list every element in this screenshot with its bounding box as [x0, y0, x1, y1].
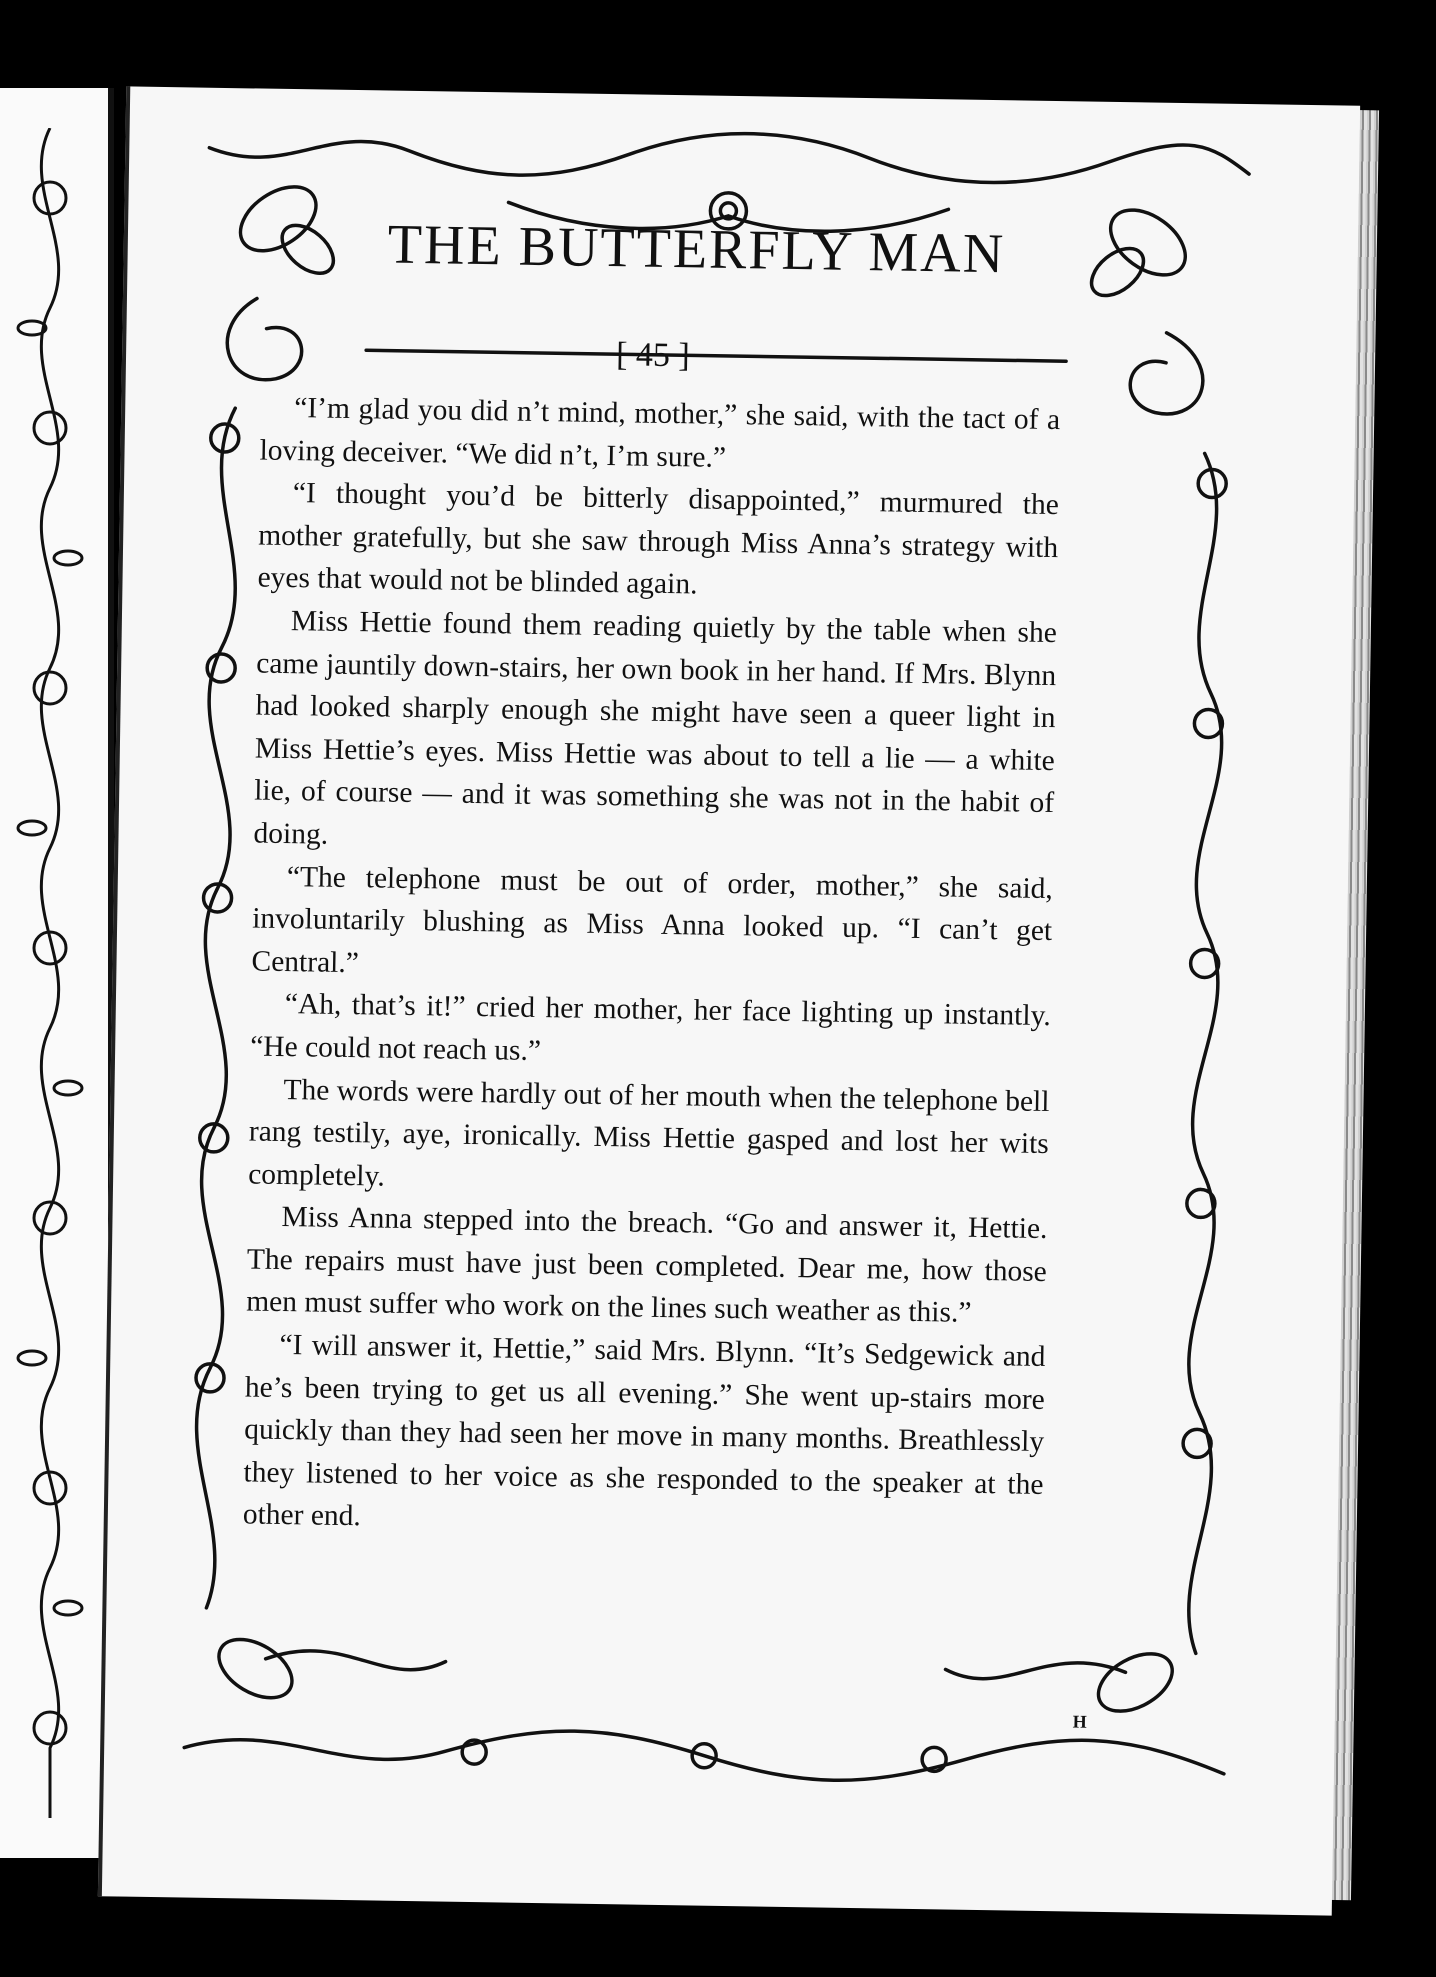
- running-head: THE BUTTERFLY MAN: [387, 213, 1006, 286]
- facing-page: [0, 88, 114, 1858]
- page-number: [ 45 ]: [615, 336, 691, 375]
- paragraph: “I thought you’d be bitterly disappointed,” murmured the mother gratefully, but she saw through Miss Anna’s strategy with eyes that would not be blinded again.: [257, 477, 1060, 601]
- paragraph: “I’m glad you did n’t mind, mother,” she said, with the tact of a loving deceiver. “We did n’t, I’m sure.”: [259, 392, 1061, 474]
- paragraph: “The telephone must be out of order, mother,” she said, involuntarily blushing as Miss Anna looked up. “I can’t get Central.”: [251, 860, 1054, 979]
- artist-initial: H: [1072, 1711, 1087, 1732]
- paragraph: “Ah, that’s it!” cried her mother, her face lighting up instantly. “He could not reach us.”: [249, 988, 1052, 1067]
- paragraph: “I will answer it, Hettie,” said Mrs. Blynn. “It’s Sedgewick and he’s been trying to get us all evening.” She went up-stairs more quickly than they had seen her move in many months. Breathlessly they listened to her voice as she responded to the speaker at the other end.: [242, 1329, 1046, 1533]
- paragraph: Miss Anna stepped into the breach. “Go and answer it, Hettie. The repairs must have just been completed. Dear me, how those men must suffer who work on the lines such weather as this.”: [245, 1201, 1048, 1330]
- paragraph: Miss Hettie found them reading quietly by the table when she came jauntily down-stairs, her own book in her hand. If Mrs. Blynn had looked sharply enough she might have seen a queer light in Miss Hettie’s eyes. Miss Hettie was about to tell a lie — a white lie, of course — and it was something she was not in the habit of doing.: [253, 605, 1058, 851]
- paragraph: The words were hardly out of her mouth when the telephone bell rang testily, aye, ironically. Miss Hettie gasped and lost her wits completely.: [247, 1073, 1050, 1193]
- book-page: [98, 86, 1360, 1915]
- body-text: [243, 387, 1061, 1549]
- facing-page-floral-border: [10, 128, 90, 1818]
